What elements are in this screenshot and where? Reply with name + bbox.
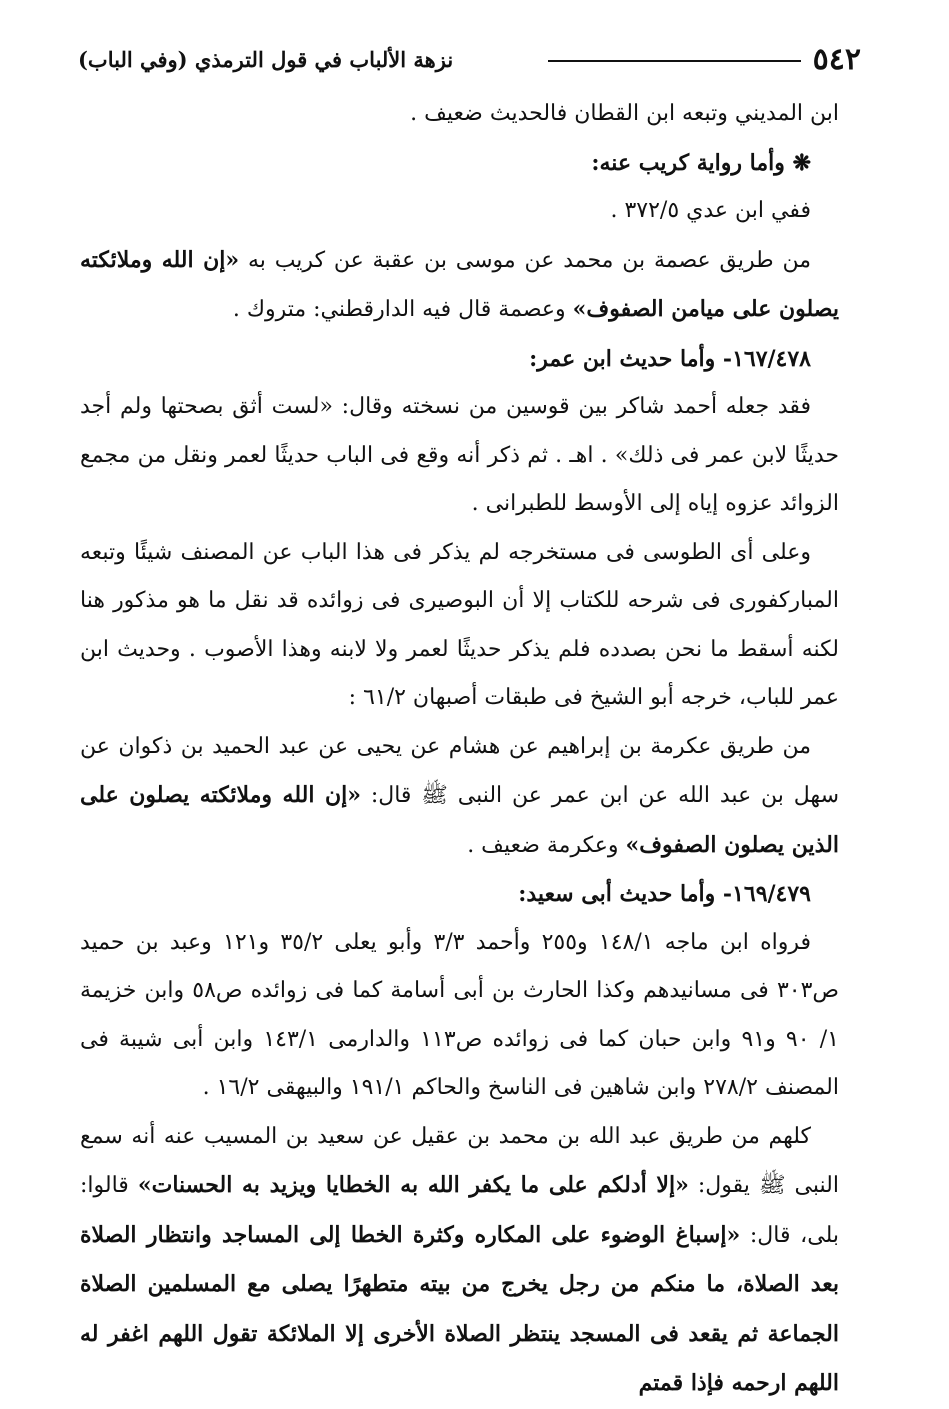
page-number: ٥٤٢ bbox=[812, 42, 861, 77]
paragraph-6-text: من طريق عكرمة بن إبراهيم عن هشام عن يحيى عن عبد الحميد بن ذكوان عن سهل بن عبد الله عن ابن عمر عن النبى ﷺ قال: bbox=[80, 733, 840, 808]
paragraph-3 bbox=[80, 236, 839, 335]
body-text bbox=[80, 90, 839, 1409]
paragraph-2-text: ففي ابن عدي ٣٧٢/٥ . bbox=[610, 198, 811, 223]
paragraph-5-text: وعلى أى الطوسى فى مستخرجه لم يذكر فى هذا الباب عن المصنف شيئًا وتبعه المباركفورى فى شرحه للكتاب إلا أن البوصيرى فى زوائده قد نقل ما هو مذكور هنا لكنه أسقط ما نحن بصدده فلم يذكر حديثًا لعمر ولا لابنه وهذا الأصوب . وحديث ابن عمر للباب، خرجه أبو الشيخ فى طبقات أصبهان ٦١/٢ : bbox=[80, 539, 839, 710]
header-rule bbox=[548, 60, 801, 62]
hadith-quote: «إسباغ الوضوء على المكاره وكثرة الخطا إلى المساجد وانتظار الصلاة بعد الصلاة، ما منكم من رجل يخرج من بيته متطهرًا يصلى مع المسلمين الصلاة الجماعة ثم يقعد فى المسجد ينتظر الصلاة الأخرى إلا الملائكة تقول اللهم اغفر له اللهم ارحمه فإذا قمتم bbox=[80, 1221, 839, 1396]
section-heading-kurayb bbox=[80, 139, 839, 188]
paragraph-3-text: من طريق عصمة بن محمد عن موسى بن عقبة عن كريب به bbox=[239, 247, 811, 273]
hadith-quote: «إلا أدلكم على ما يكفر الله به الخطايا ويزيد به الحسنات» bbox=[137, 1172, 689, 1198]
paragraph-6-text-end: وعكرمة ضعيف . bbox=[467, 832, 626, 858]
paragraph-4 bbox=[80, 383, 839, 529]
paragraph-7 bbox=[80, 919, 839, 1113]
running-title: نزهة الألباب في قول الترمذي (وفي الباب) bbox=[78, 47, 454, 72]
hadith-quote: «إن الله وملائكته يصلون على ميامن الصفوف» bbox=[80, 246, 839, 322]
paragraph-2 bbox=[80, 187, 839, 236]
hadith-quote: «إن الله وملائكته يصلون على الذين يصلون الصفوف» bbox=[80, 782, 839, 858]
section-heading-abu-said bbox=[80, 870, 839, 919]
star-icon: ❋ bbox=[792, 149, 811, 176]
paragraph-6 bbox=[80, 723, 839, 871]
paragraph-7-text: فرواه ابن ماجه ١٤٨/١ و٢٥٥ وأحمد ٣/٣ وأبو يعلى ٣٥/٢ و١٢١ وعبد بن حميد ص٣٠٣ فى مسانيدهم وكذا الحارث بن أبى أسامة كما فى زوائده ص٥٨ وابن خزيمة ١/ ٩٠ و٩١ وابن حبان كما فى زوائده ص١١٣ والدارمى ١٤٣/١ وابن أبى شيبة فى المصنف ٢٧٨/٢ وابن شاهين فى الناسخ والحاكم ١٩١/١ والبيهقى ١٦/٢ . bbox=[80, 929, 840, 1100]
paragraph-3-text-end: وعصمة قال فيه الدارقطني: متروك . bbox=[232, 297, 573, 322]
section-heading-ibn-umar bbox=[80, 335, 839, 384]
paragraph-8-text-mid: قالوا: بلى، قال: bbox=[80, 1173, 839, 1248]
section-heading-kurayb-text: وأما رواية كريب عنه: bbox=[591, 149, 785, 176]
section-heading-ibn-umar-text: ١٦٧/٤٧٨- وأما حديث ابن عمر: bbox=[529, 345, 811, 372]
paragraph-4-text: فقد جعله أحمد شاكر بين قوسين من نسخته وقال: «لست أثق بصحتها ولم أجد حديثًا لابن عمر فى ذلك» . اهـ . ثم ذكر أنه وقع فى الباب حديثًا لعمر ونقل من مجمع الزوائد عزوه إياه إلى الأوسط للطبرانى . bbox=[80, 394, 839, 516]
paragraph-1-text: ابن المديني وتبعه ابن القطان فالحديث ضعيف . bbox=[410, 101, 839, 126]
section-heading-abu-said-text: ١٦٩/٤٧٩- وأما حديث أبى سعيد: bbox=[518, 881, 811, 907]
paragraph-8 bbox=[80, 1113, 839, 1409]
paragraph-5 bbox=[80, 529, 839, 723]
page-header bbox=[78, 40, 861, 80]
paragraph-1 bbox=[80, 90, 839, 139]
paragraph-8-text: كلهم من طريق عبد الله بن محمد بن عقيل عن سعيد بن المسيب عنه أنه سمع النبى ﷺ يقول: bbox=[80, 1123, 839, 1198]
